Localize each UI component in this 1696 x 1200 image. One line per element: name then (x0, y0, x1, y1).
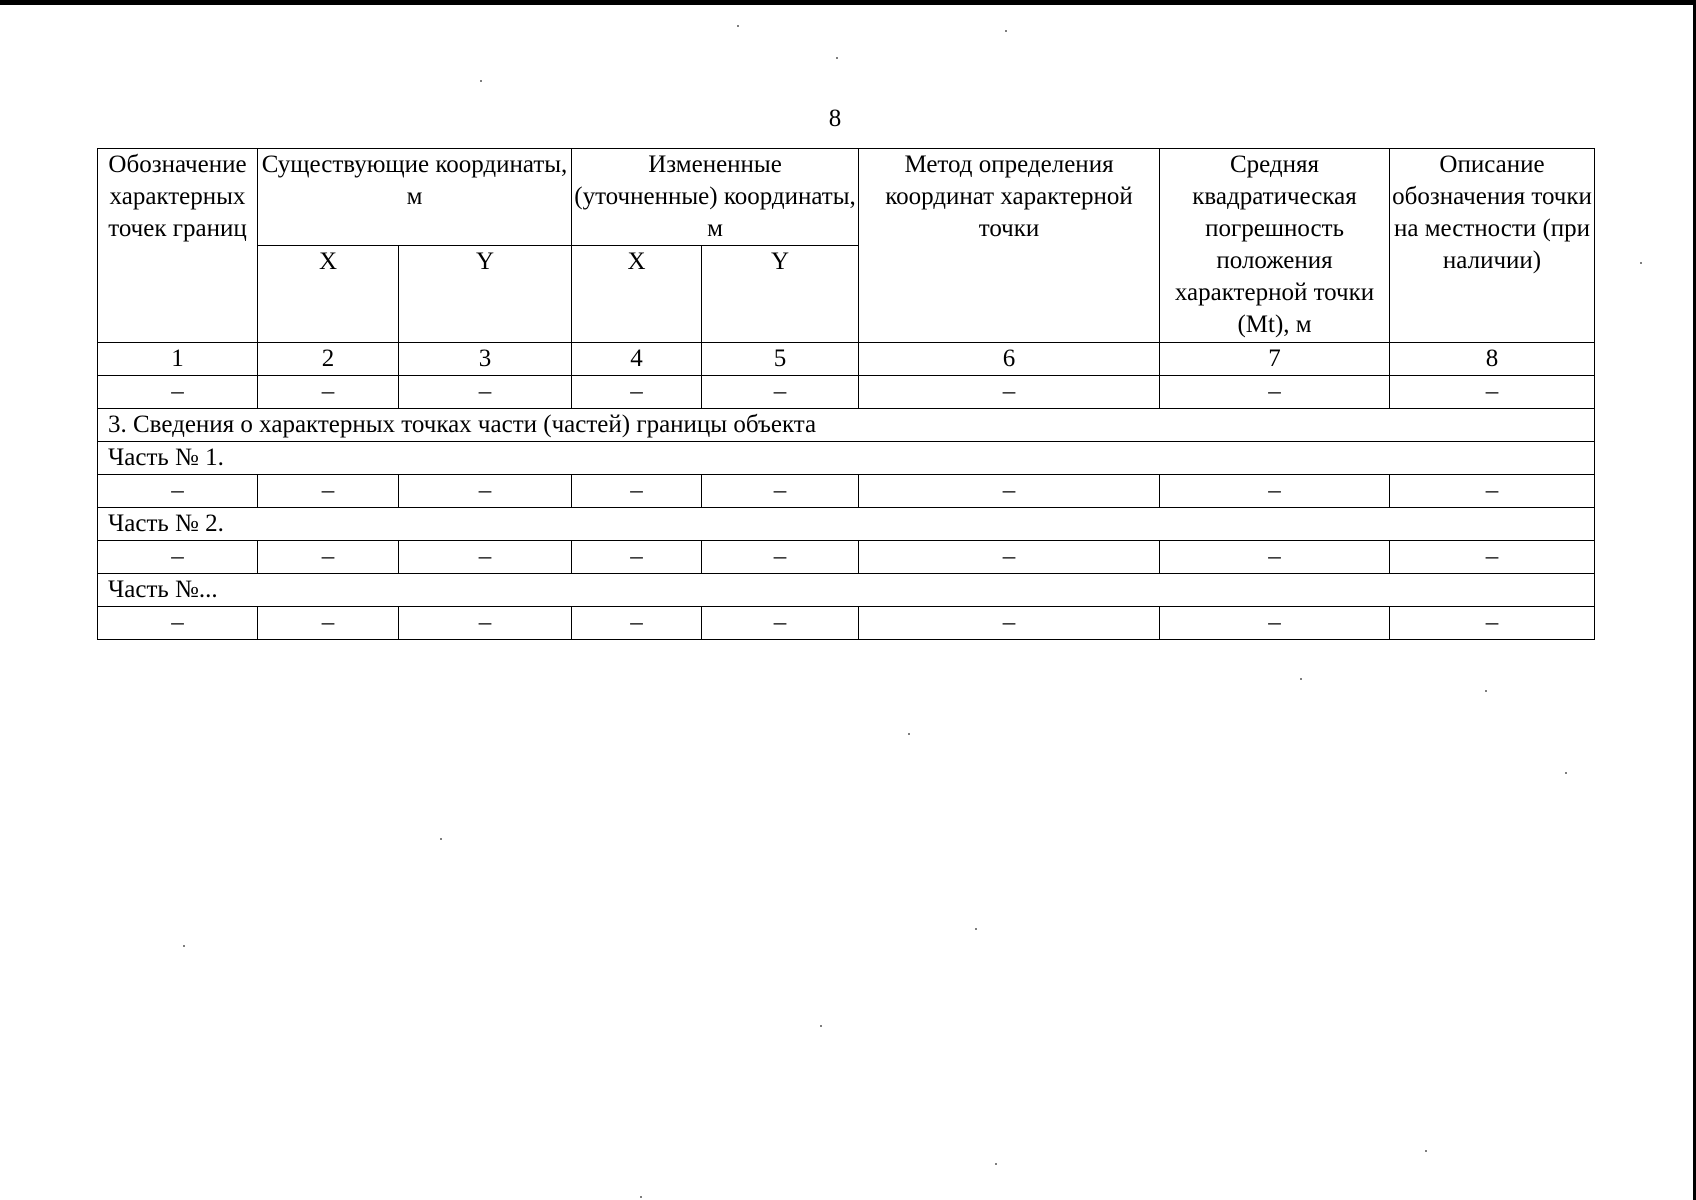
scan-speck (1005, 30, 1007, 32)
scan-speck (820, 1025, 822, 1027)
table-cell-dash: – (1160, 475, 1390, 508)
table-cell-dash: – (702, 607, 859, 640)
column-number: 4 (572, 343, 702, 376)
page-top-border (0, 0, 1696, 5)
table-cell-dash: – (399, 376, 572, 409)
column-number: 8 (1390, 343, 1595, 376)
table-cell-dash: – (258, 475, 399, 508)
scan-speck (995, 1163, 997, 1165)
table-cell-dash: – (98, 376, 258, 409)
scan-speck (737, 25, 739, 27)
scan-speck (480, 80, 482, 82)
table-cell-dash: – (1160, 607, 1390, 640)
header-designation: Обозначение характерных точек границ (98, 149, 258, 343)
part-label: Часть № 1. (98, 442, 1595, 475)
scan-speck (1300, 678, 1302, 680)
table-cell-dash: – (1390, 475, 1595, 508)
header-changed-y: Y (702, 246, 859, 343)
column-number: 3 (399, 343, 572, 376)
boundary-points-table (97, 148, 1595, 640)
scan-speck (1485, 690, 1487, 692)
header-error: Средняя квадратическая погрешность положения характерной точки (Mt), м (1160, 149, 1390, 343)
header-method: Метод определения координат характерной точки (859, 149, 1160, 343)
table-cell-dash: – (572, 376, 702, 409)
table-cell-dash: – (258, 607, 399, 640)
page-number: 8 (828, 105, 842, 132)
table-cell-dash: – (1160, 541, 1390, 574)
scan-speck (975, 928, 977, 930)
table-cell-dash: – (702, 376, 859, 409)
part-label: Часть №... (98, 574, 1595, 607)
table-cell-dash: – (702, 541, 859, 574)
table-cell-dash: – (399, 541, 572, 574)
table-cell-dash: – (98, 607, 258, 640)
table-cell-dash: – (1390, 607, 1595, 640)
table-cell-dash: – (859, 607, 1160, 640)
scan-speck (440, 838, 442, 840)
part-label-row (98, 574, 1595, 607)
scan-speck (836, 57, 838, 59)
table-cell-dash: – (859, 376, 1160, 409)
table-cell-dash: – (1160, 376, 1390, 409)
table-cell-dash: – (1390, 376, 1595, 409)
scan-speck (1640, 262, 1642, 264)
table-cell-dash: – (702, 475, 859, 508)
column-number-row (98, 343, 1595, 376)
table-cell-dash: – (572, 541, 702, 574)
table-row-empty (98, 376, 1595, 409)
header-changed-coords: Измененные (уточненные) координаты, м (572, 149, 859, 246)
table-cell-dash: – (399, 475, 572, 508)
section-title: 3. Сведения о характерных точках части (частей) границы объекта (98, 409, 1595, 442)
table-cell-dash: – (98, 541, 258, 574)
scan-speck (1565, 772, 1567, 774)
header-existing-x: X (258, 246, 399, 343)
table-cell-dash: – (1390, 541, 1595, 574)
table-cell-dash: – (258, 376, 399, 409)
scan-speck (183, 945, 185, 947)
table-cell-dash: – (859, 541, 1160, 574)
part-label-row (98, 508, 1595, 541)
header-changed-x: X (572, 246, 702, 343)
header-existing-coords: Существующие координаты, м (258, 149, 572, 246)
column-number: 7 (1160, 343, 1390, 376)
table-cell-dash: – (859, 475, 1160, 508)
header-existing-y: Y (399, 246, 572, 343)
header-row-1 (98, 149, 1595, 246)
table-row-empty (98, 607, 1595, 640)
table-cell-dash: – (98, 475, 258, 508)
table-row-empty (98, 541, 1595, 574)
column-number: 5 (702, 343, 859, 376)
table-cell-dash: – (572, 607, 702, 640)
scan-speck (640, 1196, 642, 1198)
column-number: 1 (98, 343, 258, 376)
scan-speck (1425, 1150, 1427, 1152)
column-number: 6 (859, 343, 1160, 376)
scan-speck (908, 733, 910, 735)
table-cell-dash: – (572, 475, 702, 508)
column-number: 2 (258, 343, 399, 376)
part-label-row (98, 442, 1595, 475)
header-description: Описание обозначения точки на местности (при наличии) (1390, 149, 1595, 343)
section-title-row (98, 409, 1595, 442)
table-cell-dash: – (258, 541, 399, 574)
table-cell-dash: – (399, 607, 572, 640)
part-label: Часть № 2. (98, 508, 1595, 541)
table-row-empty (98, 475, 1595, 508)
